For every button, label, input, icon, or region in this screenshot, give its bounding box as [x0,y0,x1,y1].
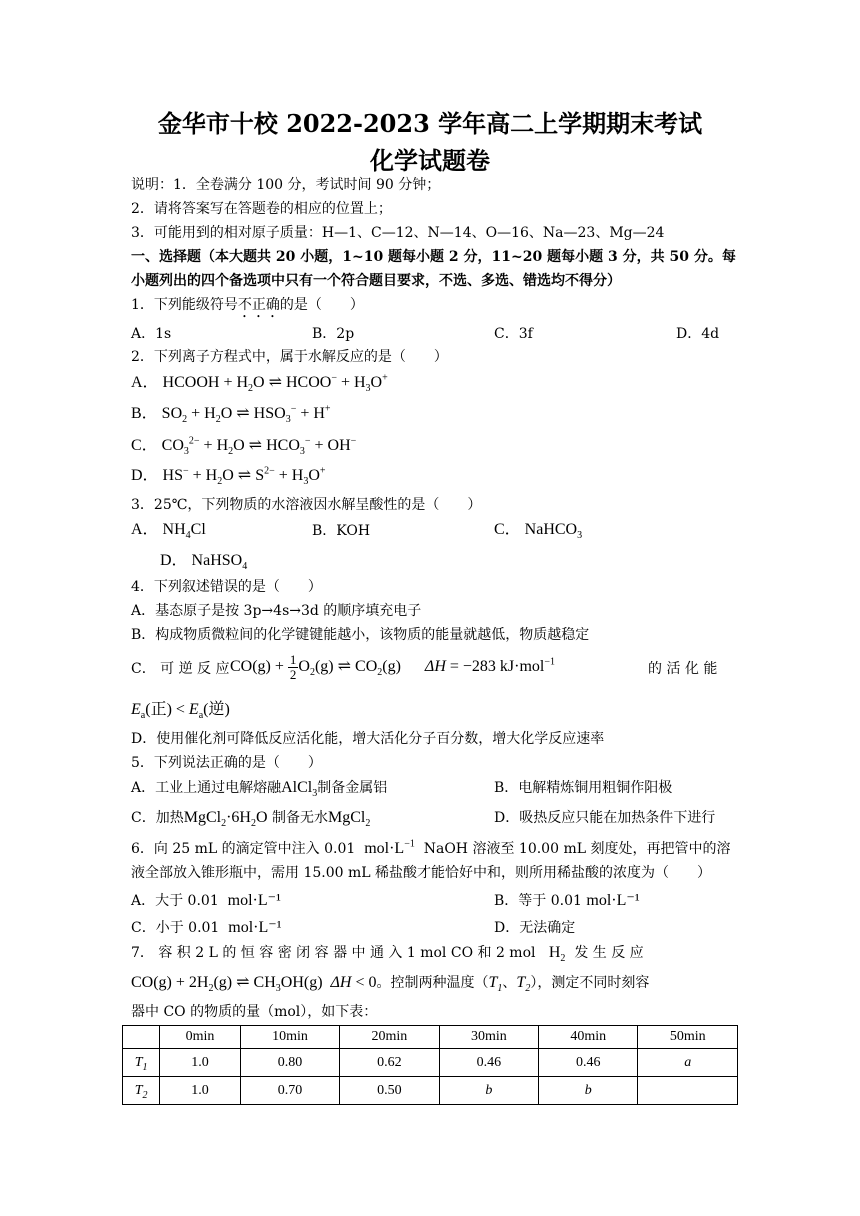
q4-option-c-post: 的 活 化 能 [648,661,718,677]
q7-l1-tail: 发 生 反 应 [574,945,644,961]
q6-a-text: A．大于 0.01 [131,893,219,909]
q1-option-d: D．4d [676,326,720,342]
q5-option-d: D．吸热反应只能在加热条件下进行 [494,810,716,826]
table-cell [638,1077,738,1105]
q4-option-c-cont: $E_a$(正) < $E_a$(逆) [131,701,230,722]
q1-option-a: A．1s [131,326,172,342]
question-1-stem [131,295,737,321]
q1-stem-emph: 不正确 [237,297,280,313]
exam-title: 金华市十校 2022-2023 学年高二上学期期末考试 [157,109,703,138]
formula-alcl3: AlCl$_3$ [281,779,318,800]
q6-l1-post: NaOH 溶液至 10.00 mL 刻度处，再把管中的溶 [423,841,731,857]
question-4-stem: 4．下列叙述错误的是（ ） [131,579,322,595]
q5-c-pre: C．加热 [131,810,184,826]
formula-mgcl2: MgCl$_2$ [327,809,371,830]
q2-option-d: D． $HS^- + H_2O$ ⇌ $S^{2-} + H_3O^+$ [131,465,326,488]
symbol-t1: $T_1$ [488,974,503,995]
fraction-half: $\frac{1}{2}$ [289,651,297,682]
note-1: 说明：1．全卷满分 100 分，考试时间 90 分钟； [131,177,441,193]
question-7-line3: 器中 CO 的物质的量（mol），如下表： [131,1004,378,1020]
symbol-t2: $T_2$ [516,974,531,995]
question-6-line1 [131,839,737,859]
q3-option-d: D． NaHSO$_4$ [160,552,248,573]
formula-h2: $H_2$ [548,944,566,965]
formula-mgcl2-hydrate: $MgCl_2\cdot 6H_2O$ [183,809,268,830]
q4-option-b: B．构成物质微粒间的化学键键能越小，该物质的能量就越低，物质越稳定 [131,627,590,643]
q5-c-mid: 制备无水 [271,810,328,826]
table-cell: 1.0 [160,1077,241,1105]
q1-stem-post: 的是（ ） [279,297,364,313]
table-cell: 0.46 [539,1049,638,1077]
table-header-cell: 10min [240,1026,339,1049]
q6-option-d: D．无法确定 [494,920,576,936]
q6-option-b [494,891,640,911]
co-amount-table [122,1025,738,1105]
exam-subtitle: 化学试题卷 [370,146,490,175]
table-header-cell: 20min [340,1026,439,1049]
q4-option-a: A．基态原子是按 3p→4s→3d 的顺序填充电子 [131,603,422,619]
unit-mol-per-l: $mol\cdot L^{-1}$ [364,838,415,857]
q6-a-unit: mol·L⁻¹ [227,892,281,909]
row-label-t1: $T_1$ [123,1049,160,1077]
q4-option-d: D．使用催化剂可降低反应活化能，增大活化分子百分数，增大化学反应速率 [131,731,605,747]
table-header-cell: 0min [160,1026,241,1049]
q7-l2-tail: ），测定不同时刻容 [530,975,650,991]
q4-option-c-equation: CO(g) + $\frac{1}{2}$ $O_2(g)$ ⇌ $CO_2(g)$ ΔH = −283 kJ·mol$^{-1}$ [230,651,556,682]
question-6-line2: 液全部放入锥形瓶中，需用 15.00 mL 稀盐酸才能恰好中和，则所用稀盐酸的浓度为（ ） [131,865,711,881]
q7-l1: 7． 容 积 2 L 的 恒 容 密 闭 容 器 中 通 入 1 mol CO 和 2 mol [131,945,536,961]
q7-l2-post: 。控制两种温度（ [376,975,489,991]
q2-option-b: B． $SO_2 + H_2O$ ⇌ $HSO_3^- + H^+$ [131,403,331,426]
table-cell: 0.62 [340,1049,439,1077]
row-label-t1-sub: 1 [142,1061,148,1073]
q6-c-text: C．小于 0.01 [131,920,220,936]
row-label-t2: $T_2$ [123,1077,160,1105]
note-2: 2．请将答案写在答题卷的相应的位置上； [131,201,392,217]
q1-option-b: B．2p [312,326,355,342]
q5-option-b: B．电解精炼铜用粗铜作阳极 [494,780,673,796]
table-cell: 1.0 [160,1049,241,1077]
q2-option-a: A． HCOOH + $H_2O$ ⇌ HCOO− + $H_3O^+$ [131,372,388,395]
q6-l1-pre: 6．向 25 mL 的滴定管中注入 0.01 [131,841,356,857]
q3-option-b: B．KOH [312,523,371,539]
table-header-row [123,1026,738,1049]
q6-b-text: B．等于 0.01 [494,893,582,909]
table-cell: b [539,1077,638,1105]
q5-option-a [131,778,387,798]
q6-option-a [131,891,281,911]
row-label-t2-sub: 2 [142,1089,148,1101]
q2-option-c: C． $CO_3^{2-} + H_2O$ ⇌ $HCO_3^- + OH^-$ [131,435,357,458]
table-cell: 0.50 [340,1077,439,1105]
table-row [123,1077,738,1105]
question-5-stem: 5．下列说法正确的是（ ） [131,755,322,771]
q5-a-post: 制备金属铝 [317,780,388,796]
q6-c-unit: mol·L⁻¹ [228,919,282,936]
question-2-stem: 2．下列离子方程式中，属于水解反应的是（ ） [131,349,448,365]
table-cell: a [638,1049,738,1077]
q5-option-c [131,808,370,828]
q3-option-c: C． NaHCO$_3$ [494,521,583,542]
q6-b-unit: mol·L⁻¹ [586,892,640,909]
q1-stem-pre: 1．下列能级符号 [131,297,238,313]
q7-equation: $CO(g) + 2H_2(g)$ ⇌ $CH_3OH(g) \Delta H < 0$ [131,974,377,995]
table-header-cell: 30min [439,1026,538,1049]
table-header-cell [123,1026,160,1049]
q3-option-a: A． $NH_4Cl$ [131,521,206,542]
q5-a-pre: A．工业上通过电解熔融 [131,780,282,796]
question-7-line2: $CO(g) + 2H_2(g)$ ⇌ $CH_3OH(g) \Delta H < 0$。控制两种温度（$T_1$、$T_2$），测定不同时刻容 [131,974,650,995]
section-heading-line2: 小题列出的四个备选项中只有一个符合题目要求，不选、多选、错选均不得分） [131,273,621,289]
table-header-cell: 50min [638,1026,738,1049]
q4-option-c-pre: C． 可 逆 反 应 [131,661,230,677]
question-3-stem: 3．25℃，下列物质的水溶液因水解呈酸性的是（ ） [131,497,482,513]
table-cell: 0.70 [240,1077,339,1105]
q6-option-c [131,918,281,938]
question-7-line1 [131,943,737,963]
q1-option-c: C．3f [494,326,533,342]
table-cell: 0.80 [240,1049,339,1077]
note-3: 3．可能用到的相对原子质量：H—1、C—12、N—14、O—16、Na—23、Mg—24 [131,225,665,241]
table-cell: b [439,1077,538,1105]
table-header-cell: 40min [539,1026,638,1049]
table-cell: 0.46 [439,1049,538,1077]
table-row [123,1049,738,1077]
section-heading-line1: 一、选择题（本大题共 20 小题，1~10 题每小题 2 分，11~20 题每小题 3 分，共 50 分。每 [131,249,736,265]
